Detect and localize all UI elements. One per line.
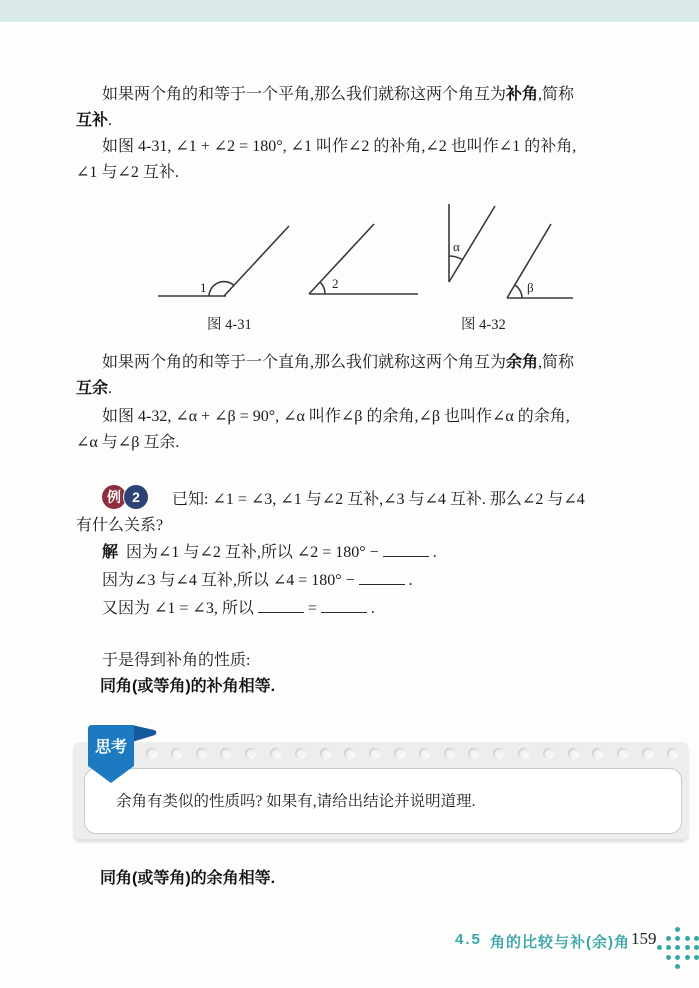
page-corner-dot-icon	[675, 936, 680, 941]
figure-4-31	[152, 206, 424, 306]
page-corner-dot-icon	[694, 936, 699, 941]
solution-label: 解	[102, 544, 119, 561]
blank-underline	[359, 570, 405, 585]
think-strip-dot-icon	[320, 748, 331, 759]
para1-text: 如果两个角的和等于一个平角,那么我们就称这两个角互为	[102, 86, 507, 103]
page-corner-dot-icon	[666, 936, 671, 941]
solution-line1	[102, 542, 437, 564]
page-corner-dot-icon	[694, 945, 699, 950]
example-given-line2: 有什么关系?	[76, 517, 164, 534]
solution-line2	[102, 570, 413, 592]
para1-text: ,简称	[538, 86, 575, 103]
think-strip-dot-icon	[146, 748, 157, 759]
property1-intro: 于是得到补角的性质:	[102, 652, 251, 669]
page-top-band	[0, 0, 699, 22]
angle-alpha-label: α	[453, 239, 460, 254]
page-corner-dot-icon	[666, 955, 671, 960]
think-strip-dot-icon	[394, 748, 405, 759]
para3-text: 如果两个角的和等于一个直角,那么我们就称这两个角互为	[102, 354, 507, 371]
think-strip-dot-icon	[444, 748, 455, 759]
solution-text: =	[307, 600, 317, 617]
footer-section-title: 角的比较与补(余)角	[490, 934, 630, 951]
think-strip-dot-icon	[419, 748, 430, 759]
para1-line2	[76, 110, 112, 132]
think-strip-dot-icon	[196, 748, 207, 759]
page-corner-dot-icon	[666, 945, 671, 950]
think-strip-dot-icon	[171, 748, 182, 759]
solution-text: .	[370, 600, 375, 617]
page-corner-dot-icon	[657, 945, 662, 950]
page-corner-dot-icon	[675, 964, 680, 969]
page-corner-dot-icon	[685, 936, 690, 941]
para1-line1	[76, 84, 574, 106]
page-corner-dot-icon	[675, 927, 680, 932]
para3-line1	[76, 352, 574, 374]
think-label: 思考	[94, 739, 128, 756]
example-badge-icon: 例	[102, 485, 126, 509]
page-corner-dot-icon	[685, 945, 690, 950]
example-given-line1: 已知: ∠1 = ∠3, ∠1 与∠2 互补,∠3 与∠4 互补. 那么∠2 与∠4	[172, 491, 585, 508]
think-strip-dot-icon	[518, 748, 529, 759]
solution-line3	[102, 598, 375, 620]
angle-beta-label: β	[527, 280, 534, 295]
property2-statement: 同角(或等角)的余角相等.	[100, 870, 276, 887]
page-corner-dot-icon	[675, 955, 680, 960]
para4-line2: ∠α 与∠β 互余.	[76, 434, 180, 451]
angle-1-label: 1	[200, 280, 207, 295]
para3-line2	[76, 378, 112, 400]
para4-line1: 如图 4-32, ∠α + ∠β = 90°, ∠α 叫作∠β 的余角,∠β 也叫作∠α 的余角,	[102, 408, 570, 425]
page-corner-dot-icon	[685, 955, 690, 960]
think-strip-dot-icon	[642, 748, 653, 759]
angle-2-label: 2	[332, 276, 339, 291]
solution-text: 因为∠1 与∠2 互补,所以 ∠2 = 180° −	[126, 544, 379, 561]
para3-text: .	[108, 380, 113, 397]
para1-text: .	[108, 112, 113, 129]
think-question: 余角有类似的性质吗? 如果有,请给出结论并说明道理.	[116, 793, 476, 810]
figure-4-31-caption: 图 4-31	[207, 317, 252, 333]
think-strip-dot-icon	[667, 748, 678, 759]
think-strip-dot-icon	[270, 748, 281, 759]
solution-text: 又因为 ∠1 = ∠3, 所以	[102, 600, 254, 617]
footer-page-number: 159	[631, 929, 657, 948]
para2-line1: 如图 4-31, ∠1 + ∠2 = 180°, ∠1 叫作∠2 的补角,∠2 也叫作∠1 的补角,	[102, 138, 577, 155]
term-hubu: 互补	[76, 112, 109, 129]
para3-text: ,简称	[538, 354, 575, 371]
blank-underline	[258, 598, 304, 613]
think-strip-dot-icon	[295, 748, 306, 759]
figure-4-32-caption: 图 4-32	[461, 317, 506, 333]
think-strip-dot-icon	[543, 748, 554, 759]
term-huyu: 互余	[76, 380, 109, 397]
term-yujiao: 余角	[506, 354, 539, 371]
blank-underline	[383, 542, 429, 557]
page-corner-dot-icon	[694, 955, 699, 960]
para2-line2: ∠1 与∠2 互补.	[76, 164, 179, 181]
solution-text: .	[432, 544, 437, 561]
solution-text: 因为∠3 与∠4 互补,所以 ∠4 = 180° −	[102, 572, 355, 589]
term-bujiao: 补角	[506, 86, 539, 103]
page-corner-dot-icon	[675, 945, 680, 950]
solution-text: .	[408, 572, 413, 589]
example-number-badge-icon: 2	[124, 485, 148, 509]
figure-4-32	[427, 198, 577, 310]
blank-underline	[321, 598, 367, 613]
footer-section-number: 4.5	[455, 931, 482, 948]
property1-statement: 同角(或等角)的补角相等.	[100, 678, 276, 695]
think-strip-dot-icon	[568, 748, 579, 759]
